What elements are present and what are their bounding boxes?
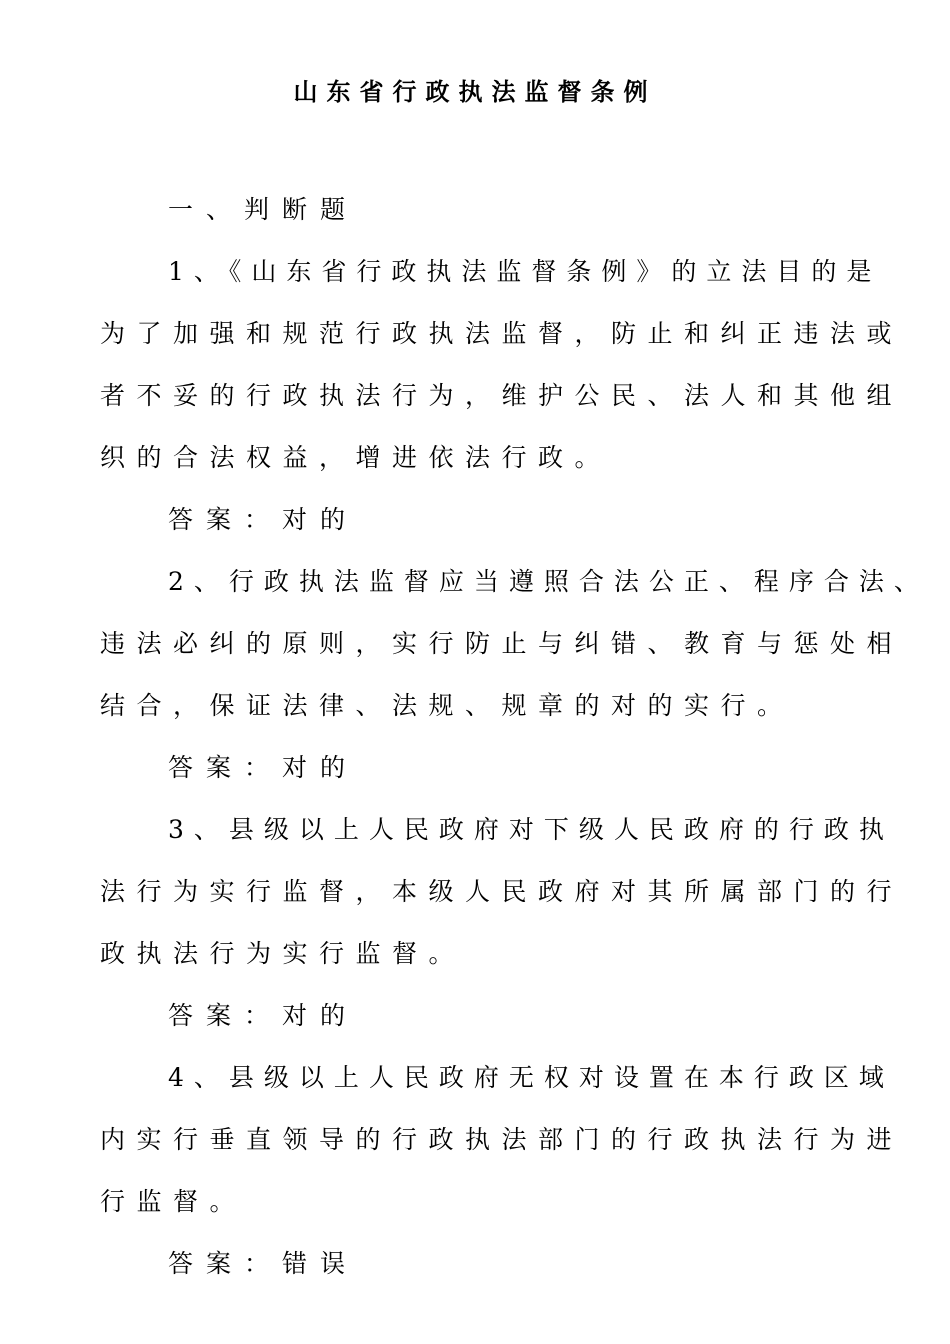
question-text-line: 法行为实行监督，本级人民政府对其所属部门的行 (100, 877, 904, 906)
question-text-line: 者不妥的行政执法行为，维护公民、法人和其他组 (100, 381, 904, 410)
question-text-line: 政执法行为实行监督。 (100, 939, 466, 968)
answer-line: 答案：错误 (168, 1249, 359, 1278)
document-title: 山东省行政执法监督条例 (293, 77, 657, 106)
answer-line: 答案：对的 (168, 505, 359, 534)
answer-line: 答案：对的 (168, 1001, 359, 1030)
question-text-line: 内实行垂直领导的行政执法部门的行政执法行为进 (100, 1125, 904, 1154)
question-text-line: 为了加强和规范行政执法监督，防止和纠正违法或 (100, 319, 904, 348)
question-2 (100, 558, 929, 806)
question-text-line: 行监督。 (100, 1187, 247, 1216)
question-text-line: 4、县级以上人民政府无权对设置在本行政区域 (168, 1063, 894, 1092)
question-text-line: 违法必纠的原则，实行防止与纠错、教育与惩处相 (100, 629, 904, 658)
question-text-line: 3、县级以上人民政府对下级人民政府的行政执 (168, 815, 894, 844)
question-text-line: 1、《山东省行政执法监督条例》的立法目的是 (168, 257, 882, 286)
question-text-line: 织的合法权益，增进依法行政。 (100, 443, 612, 472)
document-body (100, 186, 929, 1302)
question-text-line: 2、行政执法监督应当遵照合法公正、程序合法、 (168, 567, 929, 596)
question-1 (100, 248, 904, 558)
question-3 (100, 806, 904, 1054)
question-4 (100, 1054, 904, 1302)
question-text-line: 结合，保证法律、法规、规章的对的实行。 (100, 691, 794, 720)
section-heading: 一、判断题 (168, 195, 359, 224)
answer-line: 答案：对的 (168, 753, 359, 782)
